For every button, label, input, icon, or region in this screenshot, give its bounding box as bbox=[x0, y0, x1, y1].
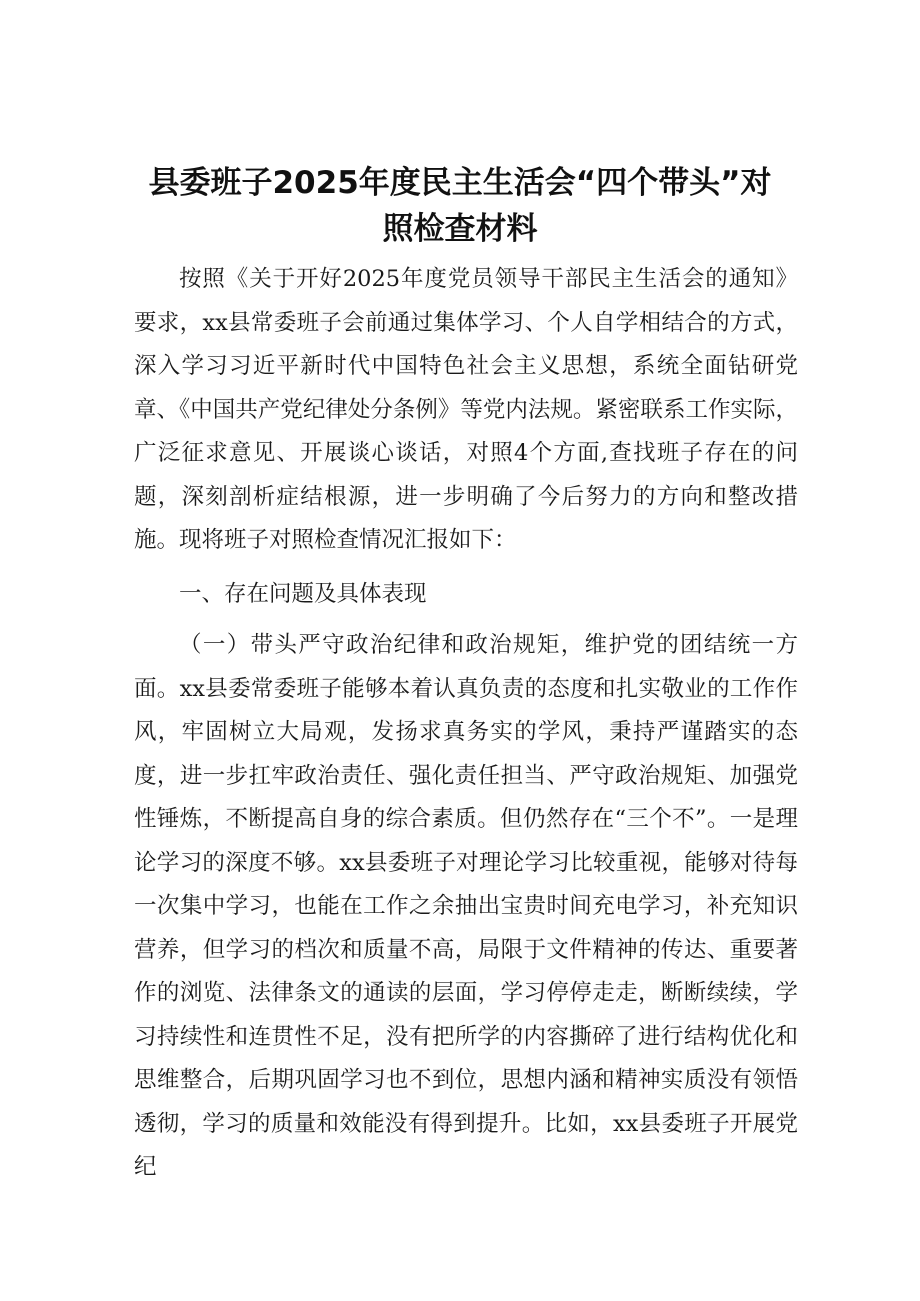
document-body bbox=[134, 258, 798, 1190]
title-line-1: 县委班子2025年度民主生活会“四个带头”对 bbox=[148, 165, 772, 201]
sub-section-paragraph: （一）带头严守政治纪律和政治规矩，维护党的团结统一方面。xx县委常委班子能够本着认真负责的态度和扎实敬业的工作作风，牢固树立大局观，发扬求真务实的学风，秉持严谨踏实的态度，进一步扛牢政治责任、强化责任担当、严守政治规矩、加强党性锤炼，不断提高自身的综合素质。但仍然存在“三个不”。一是理论学习的深度不够。xx县委班子对理论学习比较重视，能够对待每一次集中学习，也能在工作之余抽出宝贵时间充电学习，补充知识营养，但学习的档次和质量不高，局限于文件精神的传达、重要著作的浏览、法律条文的通读的层面，学习停停走走，断断续续，学习持续性和连贯性不足，没有把所学的内容撕碎了进行结构优化和思维整合，后期巩固学习也不到位，思想内涵和精神实质没有领悟透彻，学习的质量和效能没有得到提升。比如，xx县委班子开展党纪 bbox=[134, 632, 798, 1180]
document-title bbox=[120, 160, 800, 252]
intro-paragraph: 按照《关于开好2025年度党员领导干部民主生活会的通知》要求，xx县常委班子会前通过集体学习、个人自学相结合的方式，深入学习习近平新时代中国特色社会主义思想，系统全面钻研党章、《中国共产党纪律处分条例》等党内法规。紧密联系工作实际，广泛征求意见、开展谈心谈话，对照4个方面,查找班子存在的问题，深刻剖析症结根源，进一步明确了今后努力的方向和整改措施。现将班子对照检查情况汇报如下： bbox=[134, 266, 798, 553]
section-heading: 一、存在问题及具体表现 bbox=[179, 580, 427, 607]
title-line-2: 照检查材料 bbox=[382, 211, 538, 247]
